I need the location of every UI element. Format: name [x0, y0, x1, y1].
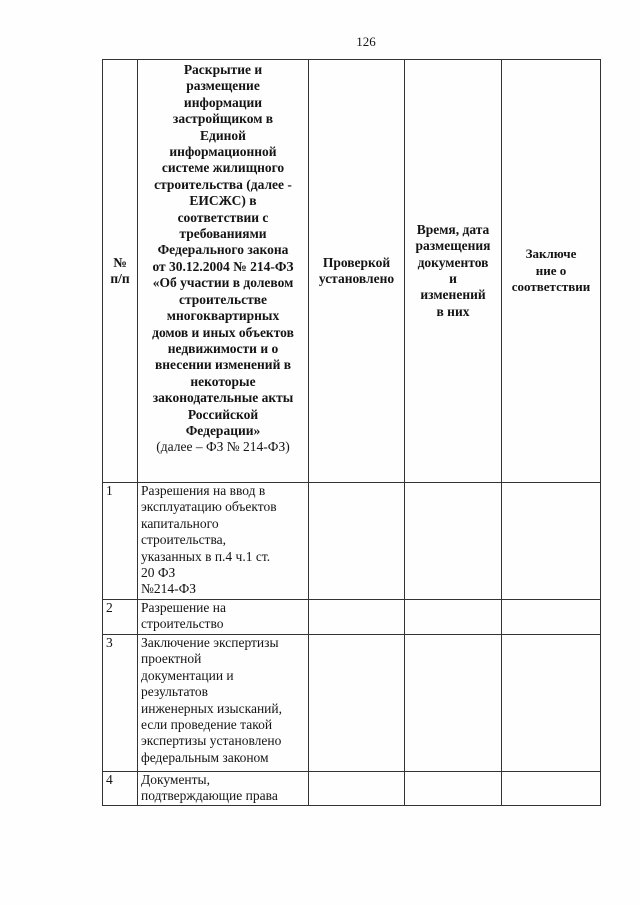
row-checked-cell — [309, 772, 405, 806]
table-row — [103, 483, 601, 600]
table-header-row — [103, 60, 601, 483]
row-time-cell — [405, 772, 502, 806]
row-conclusion-cell — [502, 483, 601, 600]
header-conclusion: Заключе ние о соответствии — [502, 60, 601, 483]
header-checked: Проверкой установлено — [309, 60, 405, 483]
page-number: 126 — [356, 34, 376, 49]
row-checked-cell — [309, 635, 405, 772]
row-checked-cell — [309, 483, 405, 600]
row-conclusion-cell — [502, 635, 601, 772]
header-num: № п/п — [103, 60, 138, 483]
row-number: 2 — [103, 600, 138, 635]
header-disclosure: Раскрытие и размещение информации застройщиком в Единой информационной системе жилищного строительства (далее - ЕИСЖС) в соответствии с требованиями Федерального закона от 30.12.2004 № 214-ФЗ «Об участии в долевом строительстве многоквартирных домов и иных объектов недвижимости и о внесении изменений в некоторые законодательные акты Российской Федерации» (далее – ФЗ № 214-ФЗ) — [138, 60, 309, 483]
table-row — [103, 635, 601, 772]
row-number: 1 — [103, 483, 138, 600]
header-time: Время, дата размещения документов и изменений в них — [405, 60, 502, 483]
row-time-cell — [405, 635, 502, 772]
row-document: Разрешения на ввод в эксплуатацию объектов капитального строительства, указанных в п.4 ч.1 ст. 20 ФЗ №214-ФЗ — [138, 483, 309, 600]
row-document: Документы, подтверждающие права — [138, 772, 309, 806]
row-time-cell — [405, 600, 502, 635]
table-row — [103, 600, 601, 635]
row-document: Разрешение на строительство — [138, 600, 309, 635]
table-row — [103, 772, 601, 806]
row-document: Заключение экспертизы проектной документации и результатов инженерных изысканий, если проведение такой экспертизы установлено федеральным законом — [138, 635, 309, 772]
row-checked-cell — [309, 600, 405, 635]
row-time-cell — [405, 483, 502, 600]
row-conclusion-cell — [502, 772, 601, 806]
disclosure-table — [102, 59, 601, 806]
row-number: 4 — [103, 772, 138, 806]
row-number: 3 — [103, 635, 138, 772]
row-conclusion-cell — [502, 600, 601, 635]
